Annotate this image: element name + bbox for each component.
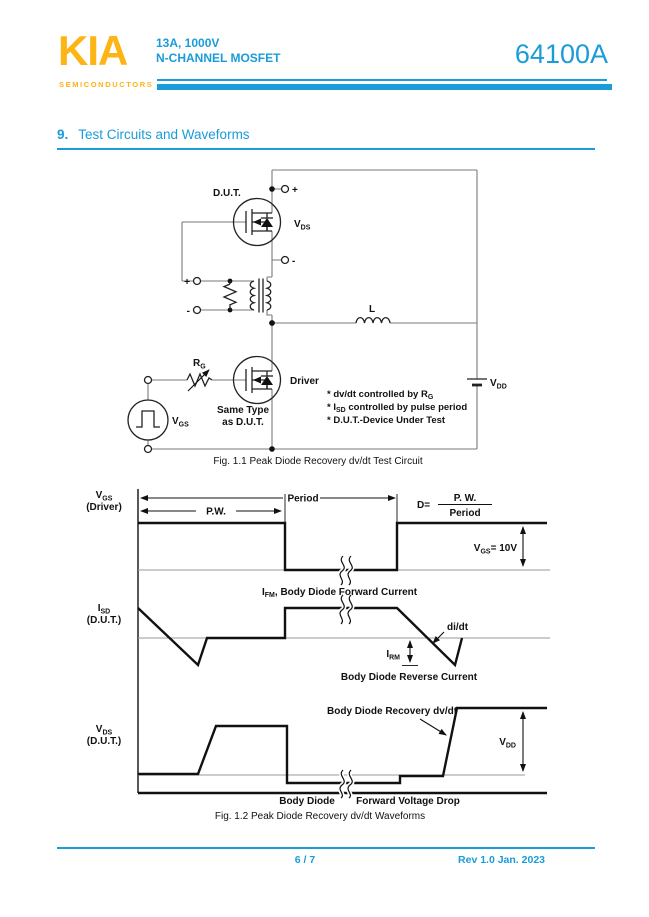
vds-plus-label: + <box>292 185 298 196</box>
vgs-waveform-row <box>86 490 550 585</box>
section-number: 9. <box>57 127 69 142</box>
vgs-row-label: $V_{GS}$ <box>95 490 113 503</box>
input-minus-label: - <box>186 306 190 317</box>
circuit-note-3: * D.U.T.-Device Under Test <box>327 415 446 426</box>
vgs-label: $V_{GS}$ <box>172 416 189 429</box>
circuit-note-1: * dv/dt controlled by $R_G$ <box>327 389 434 401</box>
rg-label: $R_G$ <box>193 358 206 371</box>
vds-row-sublabel: (D.U.T.) <box>86 736 122 747</box>
same-type-line2: as D.U.T. <box>222 417 264 428</box>
vds-label: $V_{DS}$ <box>294 219 311 232</box>
duty-equation: D= <box>417 500 431 511</box>
input-minus-terminal <box>194 307 201 314</box>
revision-label: Rev 1.0 Jan. 2023 <box>458 854 545 866</box>
reverse-current-label: Body Diode Reverse Current <box>340 672 478 683</box>
irm-label: $I_{RM}$ <box>386 649 400 662</box>
footer-rule <box>57 847 595 849</box>
vds-minus-terminal <box>282 257 289 264</box>
device-spec-line2: N-CHANNEL MOSFET <box>156 51 281 65</box>
vdd-level-label: $V_{DD}$ <box>499 737 516 750</box>
body-arrow <box>253 377 261 384</box>
inductor-label: L <box>368 304 376 315</box>
isd-row-sublabel: (D.U.T.) <box>86 615 122 626</box>
didt-label: di/dt <box>447 622 469 633</box>
body-diode-label: Body Diode <box>279 796 335 807</box>
vdd-label: $V_{DD}$ <box>490 378 507 391</box>
fig1-circuit-diagram <box>128 170 507 467</box>
fig1-caption: Fig. 1.1 Peak Diode Recovery dv/dt Test Circuit <box>213 456 423 467</box>
duty-numerator: P. W. <box>453 493 477 504</box>
ifm-label: $I_{FM}$, Body Diode Forward Current <box>262 587 418 599</box>
recovery-dvdt-label: Body Diode Recovery dv/dt <box>327 706 458 717</box>
vds-row-label: $V_{DS}$ <box>95 724 113 737</box>
transformer-core <box>259 279 263 313</box>
damping-resistor <box>224 284 236 305</box>
rg-variable-resistor <box>187 370 212 391</box>
brand-logo: KIA <box>58 27 128 74</box>
input-plus-label: + <box>184 277 190 288</box>
vds-waveform-row <box>87 706 547 807</box>
secondary-winding <box>267 281 271 310</box>
junction-dot <box>269 186 275 192</box>
vdd-battery <box>467 379 487 385</box>
fig2-caption: Fig. 1.2 Peak Diode Recovery dv/dt Waveforms <box>214 811 426 822</box>
vds-minus-label: - <box>292 256 296 267</box>
pulse-transformer <box>224 279 271 313</box>
dut-gate-wire <box>182 222 246 281</box>
junction-dot <box>269 320 275 326</box>
duty-denominator: Period <box>449 508 481 519</box>
vgs-bottom-terminal <box>145 446 152 453</box>
driver-label: Driver <box>290 376 319 387</box>
forward-drop-label: Forward Voltage Drop <box>356 796 460 807</box>
vgs-top-terminal <box>145 377 152 384</box>
vds-terminal-wires <box>272 189 281 260</box>
isd-row-label: $I_{SD}$ <box>97 603 111 616</box>
period-label: Period <box>287 493 319 505</box>
brand-logo-subtext: SEMICONDUCTORS <box>59 80 154 89</box>
dut-label: D.U.T. <box>213 188 241 199</box>
input-plus-terminal <box>194 278 201 285</box>
same-type-line1: Same Type <box>216 405 270 416</box>
pw-label: P.W. <box>206 506 226 518</box>
inductor-symbol <box>356 318 390 323</box>
pulse-glyph <box>136 411 160 427</box>
vgs-level-label: $V_{GS}= 10V$ <box>473 543 517 556</box>
primary-winding <box>250 281 254 310</box>
page-number: 6 / 7 <box>294 854 316 866</box>
isd-waveform-row <box>87 587 550 683</box>
device-spec-line1: 13A, 1000V <box>156 36 220 50</box>
vgs-row-sublabel: (Driver) <box>86 502 122 513</box>
circuit-note-2: * $I_{SD}$ controlled by pulse period <box>327 402 468 414</box>
vds-plus-terminal <box>282 186 289 193</box>
body-arrow <box>253 219 261 226</box>
vgs-pulse-source <box>128 400 168 440</box>
part-number: 64100A <box>514 39 608 69</box>
isd-trace <box>138 608 462 665</box>
fig2-waveforms <box>86 489 550 822</box>
section-title: Test Circuits and Waveforms <box>78 127 250 142</box>
junction-dot <box>269 446 275 452</box>
